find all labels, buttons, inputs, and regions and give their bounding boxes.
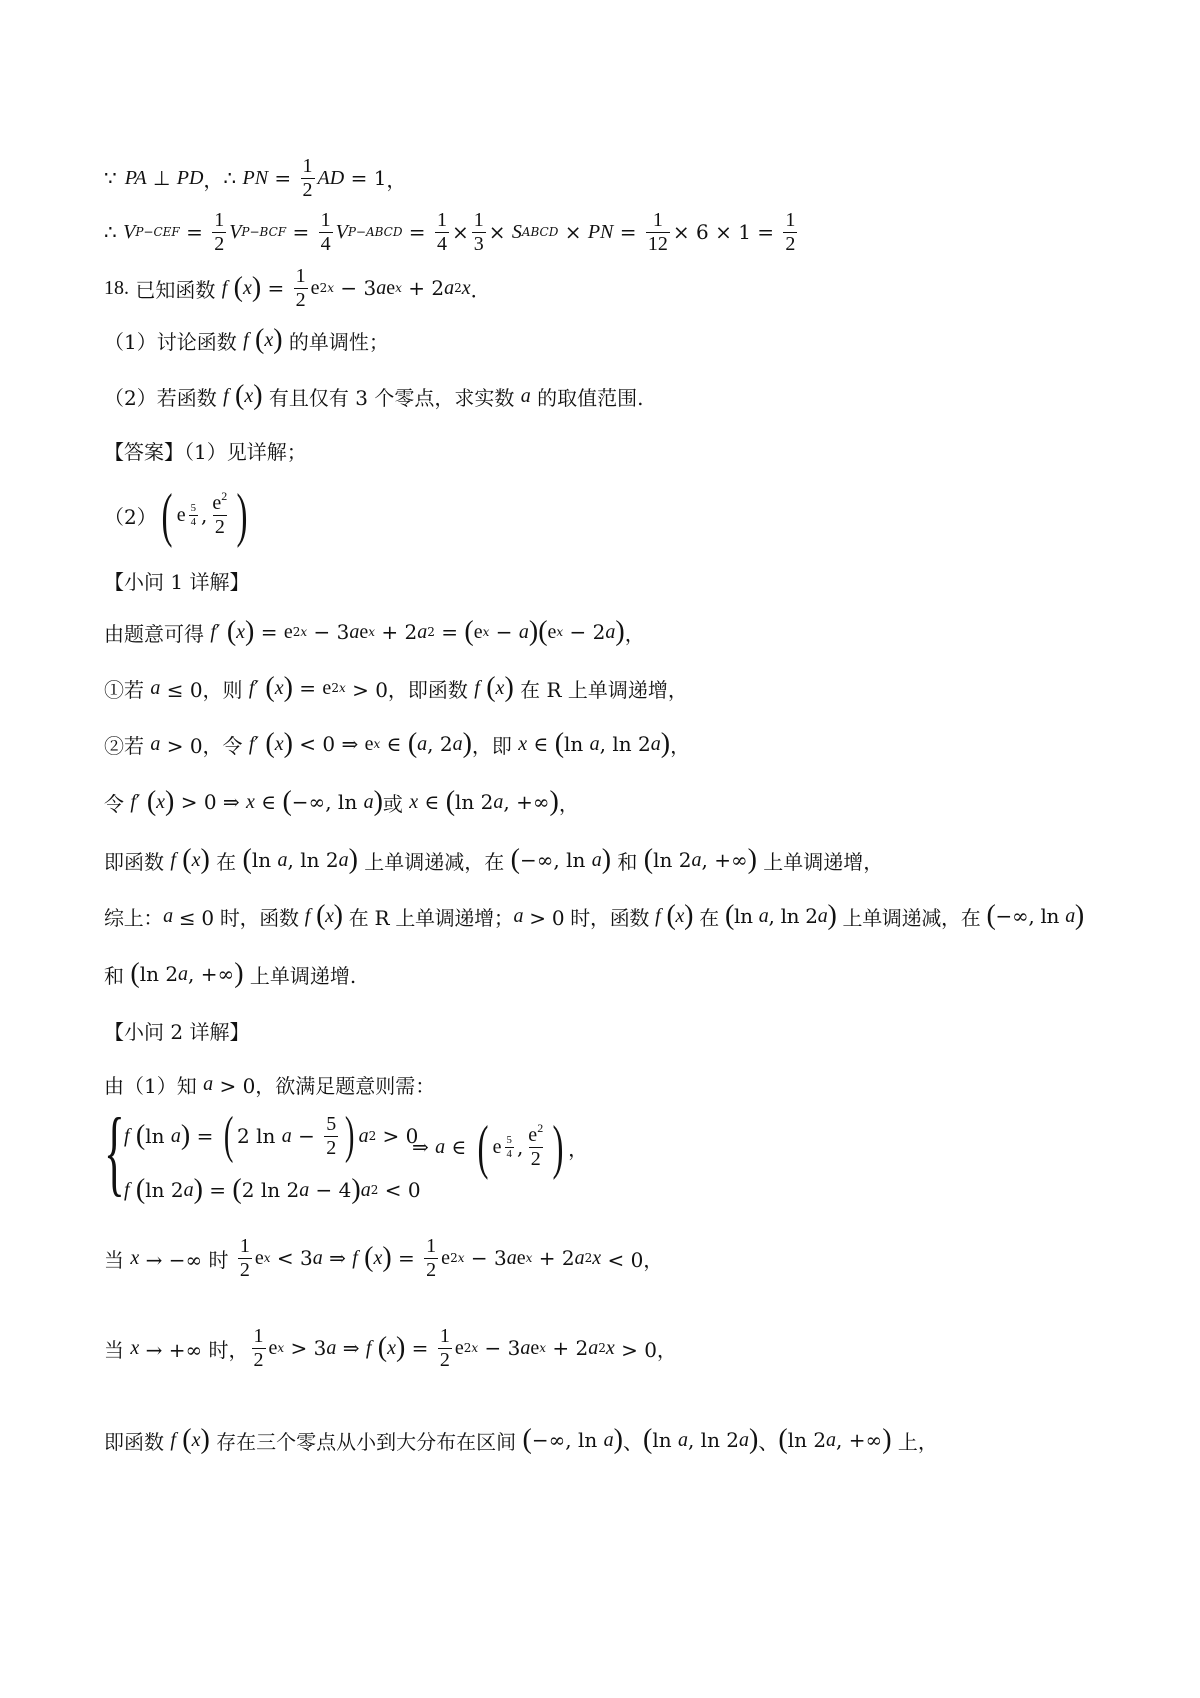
system-result: ⇒ a ∈ ( e $\frac{5}{4}$ , $\frac{e^2}{2}$ ) ， (412, 1114, 589, 1180)
solution-line-2: ①若 a ≤ 0，则 f ′ ( x ) = e 2x > 0，即函数 f ( x ) 在 R 上单调递增， (104, 672, 688, 703)
solution-line-4: 令 f ′ ( x ) > 0 ⇒ x ∈ ( −∞, ln a ) 或 x ∈ ( ln 2 a , +∞ ) ， (104, 786, 579, 817)
question-2: （2）若函数 f ( x ) 有且仅有 3 个零点，求实数 a 的取值范围. (104, 380, 644, 411)
system-brace: { (104, 1098, 125, 1205)
question-1: （1）讨论函数 f ( x ) 的单调性； (104, 324, 389, 355)
solution-line-1: 由题意可得 f ′ ( x ) = e 2x − 3 a e x + 2 a 2 = ( e x − a ) ( e x − 2 a ) ， (104, 616, 645, 647)
system-row-2: f ( ln 2 a ) = ( 2 ln 2 a − 4 ) a 2 < 0 (124, 1174, 421, 1205)
subquestion-2-heading: 【小问 2 详解】 (104, 1019, 250, 1044)
summary-line-2: 和 ( ln 2 a , +∞ ) 上单调递增. (104, 958, 357, 989)
limit-line-2: 当 x → +∞ 时， $\frac{1}{2}$ e x > 3 a ⇒ f ( x ) = $\frac{1}{2}$ e 2x − 3 a e x + 2 a 2 x > 0， (104, 1324, 677, 1371)
doc-line-1: ∵ PA ⊥ PD ， ∴ PN = $\frac{1}{2}$ AD = 1 ， (104, 154, 407, 201)
solution-line-3: ②若 a > 0，令 f ′ ( x ) < 0 ⇒ e x ∈ ( a , 2 a ) ，即 x ∈ ( ln a , ln 2 a ) ， (104, 728, 691, 759)
answer-heading: 【答案】（1）见详解； (104, 439, 307, 464)
limit-line-1: 当 x → −∞ 时 $\frac{1}{2}$ e x < 3 a ⇒ f ( x ) = $\frac{1}{2}$ e 2x − 3 a e x + 2 a 2 x < 0， (104, 1234, 664, 1281)
summary-line-1: 综上： a ≤ 0 时，函数 f ( x ) 在 R 上单调递增； a > 0 时，函数 f ( x ) 在 ( ln a , ln 2 a ) 上单调递减，在 ( −∞, ln a ) (104, 900, 1084, 931)
answer-part-2: （2） ( e $\frac{5}{4}$ , $\frac{e^2}{2}$ ) (104, 482, 248, 548)
solution-line-5: 即函数 f ( x ) 在 ( ln a , ln 2 a ) 上单调递减，在 ( −∞, ln a ) 和 ( ln 2 a , +∞ ) 上单调递增， (104, 844, 884, 875)
subquestion-1-heading: 【小问 1 详解】 (104, 569, 250, 594)
doc-line-2: ∴ V P−CEF = $\frac{1}{2}$ V P−BCF = $\frac{1}{4}$ V P−ABCD = $\frac{1}{4}$ × $\frac{1}{3}$ × S ABCD × PN = $\frac{1}{12}$ × 6 × 1 = $\frac{1}{2}$ (104, 208, 796, 255)
problem-18-statement: 18. 已知函数 f ( x ) = $\frac{1}{2}$ e 2x − 3 a e x + 2 a 2 x ． (104, 264, 491, 311)
system-row-1: f ( ln a ) = ( 2 ln a − $\frac{5}{2}$ ) a 2 > 0 (124, 1107, 419, 1164)
solution2-line-1: 由（1）知 a > 0，欲满足题意则需： (104, 1072, 436, 1098)
conclusion-line: 即函数 f ( x ) 存在三个零点从小到大分布在区间 ( −∞, ln a ) 、 ( ln a , ln 2 a ) 、 ( ln 2 a , +∞ ) 上， (104, 1424, 938, 1455)
